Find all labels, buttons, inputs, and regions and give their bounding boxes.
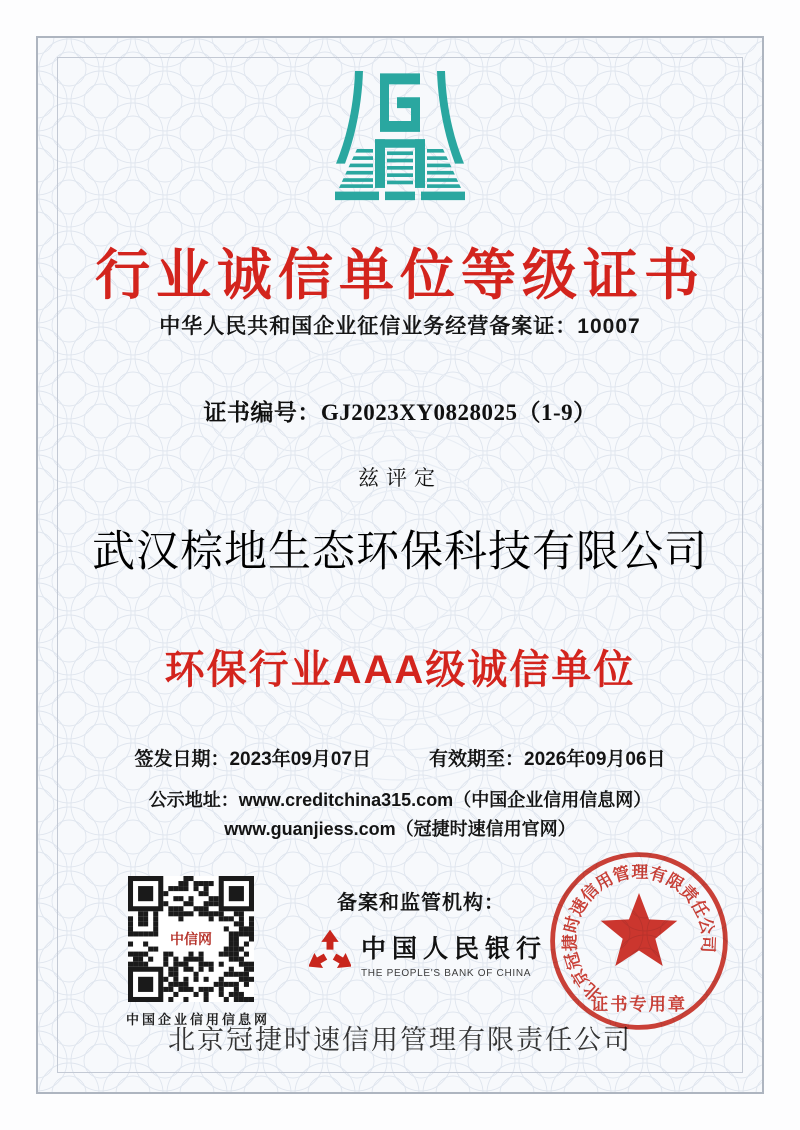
regulator-label: 备案和监管机构： <box>337 892 505 914</box>
pboc-name-cn: 中国人民银行 <box>361 936 548 963</box>
certificate-title: 行业诚信单位等级证书 <box>94 244 705 306</box>
pboc-logo <box>309 928 547 980</box>
certificate-number: 证书编号：GJ2023XY0828025（1-9） <box>203 400 597 425</box>
seal-ring-text: 北京冠捷时速信用管理有限责任公司 <box>560 862 718 1005</box>
valid-until-label: 有效期至： <box>429 749 525 770</box>
seal-star-icon <box>601 893 678 966</box>
seal-center-text: 证书专用章 <box>591 995 687 1015</box>
publicity-line-2: www.guanjiess.com（冠捷时速信用官网） <box>224 819 576 839</box>
company-seal <box>543 845 735 1037</box>
qr-code-block <box>126 876 271 1028</box>
issue-date <box>134 744 371 771</box>
date-row <box>0 744 800 771</box>
issuer-emblem-logo-icon <box>333 71 467 205</box>
publicity-line-1: 公示地址：www.creditchina315.com（中国企业信用信息网） <box>148 790 652 810</box>
pboc-text <box>361 929 547 979</box>
assessment-intro: 兹评定 <box>358 466 442 490</box>
qr-code <box>128 876 254 1002</box>
company-name: 武汉棕地生态环保科技有限公司 <box>92 529 708 576</box>
filing-number-subtitle: 中华人民共和国企业征信业务经营备案证：10007 <box>159 315 641 338</box>
valid-until <box>429 744 666 771</box>
issuer-company-name: 北京冠捷时速信用管理有限责任公司 <box>168 1025 632 1055</box>
publicity-address <box>0 786 800 844</box>
pboc-name-en: THE PEOPLE'S BANK OF CHINA <box>361 968 532 979</box>
issue-date-label: 签发日期： <box>134 749 230 770</box>
pboc-emblem-icon <box>309 928 351 980</box>
issue-date-value: 2023年09月07日 <box>229 749 371 770</box>
rating-grade: 环保行业AAA级诚信单位 <box>164 648 636 692</box>
valid-until-value: 2026年09月06日 <box>524 749 666 770</box>
qr-caption: 中国企业信用信息网 <box>126 1012 271 1027</box>
qr-center-label: 中信网 <box>166 928 216 950</box>
